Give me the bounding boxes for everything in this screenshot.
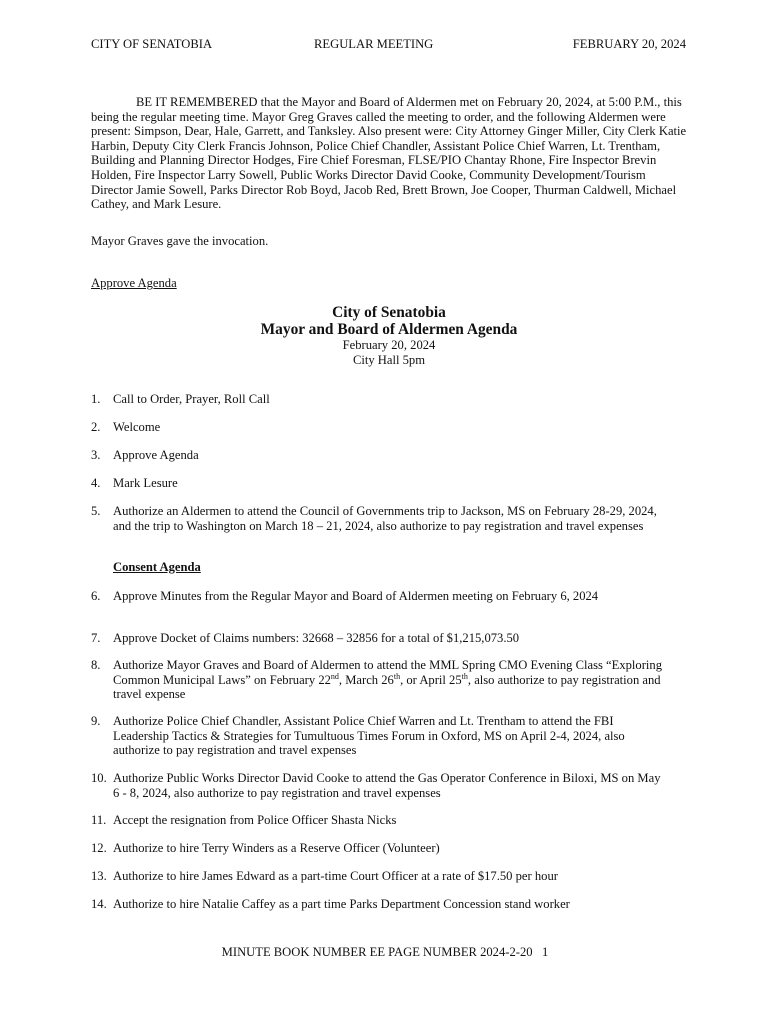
consent-item: [91, 813, 687, 828]
consent-item: [91, 897, 687, 912]
item-text: Call to Order, Prayer, Roll Call: [113, 392, 270, 406]
item-number: 9.: [91, 714, 101, 728]
header-date: FEBRUARY 20, 2024: [572, 37, 686, 51]
consent-item: [91, 589, 687, 604]
agenda-item: [91, 420, 687, 435]
item-text: Authorize to hire Natalie Caffey as a part time Parks Department Concession stand worker: [113, 897, 570, 911]
item-number: 11.: [91, 813, 107, 827]
item-number: 5.: [91, 504, 101, 518]
footer-text: MINUTE BOOK NUMBER EE PAGE NUMBER 2024-2-20: [221, 945, 533, 959]
agenda-date: February 20, 2024: [342, 338, 436, 352]
consent-item: [91, 841, 687, 856]
item-text: Approve Minutes from the Regular Mayor and Board of Aldermen meeting on February 6, 2024: [113, 589, 599, 603]
item-number: 4.: [91, 476, 101, 490]
item-text-part: Authorize Mayor Graves and Board of Aldermen to attend the MML Spring CMO Evening Class “Exploring Common Municipal Laws” on February 22: [113, 658, 663, 687]
consent-item: [91, 869, 687, 884]
item-number: 2.: [91, 420, 101, 434]
item-text: Authorize to hire Terry Winders as a Reserve Officer (Volunteer): [113, 841, 440, 855]
invocation-text: Mayor Graves gave the invocation.: [91, 234, 269, 248]
item-text: [113, 658, 669, 702]
item-text: Approve Docket of Claims numbers: 32668 – 32856 for a total of $1,215,073.50: [113, 631, 520, 645]
item-number: 7.: [91, 631, 101, 645]
item-text: Mark Lesure: [113, 476, 178, 490]
running-header: [91, 37, 686, 53]
item-text: Approve Agenda: [113, 448, 199, 462]
footer-page-number: 1: [542, 945, 549, 959]
header-meeting: REGULAR MEETING: [314, 37, 434, 51]
agenda-item: [91, 476, 687, 491]
approve-agenda-heading: Approve Agenda: [91, 276, 177, 290]
agenda-item: [91, 392, 687, 407]
consent-item: [91, 631, 687, 646]
agenda-item: [91, 448, 687, 463]
item-text-part: , March 26: [338, 672, 394, 687]
ordinal-suffix: th: [393, 671, 401, 681]
item-number: 3.: [91, 448, 101, 462]
consent-item: [91, 771, 687, 800]
ordinal-suffix: nd: [330, 671, 339, 681]
item-number: 1.: [91, 392, 101, 406]
item-text: Authorize Public Works Director David Cooke to attend the Gas Operator Conference in Biloxi, MS on May 6 - 8, 2024, also authorize to pay registration and travel expenses: [113, 771, 661, 800]
item-text: Welcome: [113, 420, 161, 434]
item-text-part: , also authorize to pay registration and travel expense: [113, 672, 661, 702]
item-text: Authorize to hire James Edward as a part-time Court Officer at a rate of $17.50 per hour: [113, 869, 558, 883]
item-text: Authorize an Aldermen to attend the Council of Governments trip to Jackson, MS on February 28-29, 2024, and the trip to Washington on March 18 – 21, 2024, also authorize to pay registration and travel expenses: [113, 504, 657, 533]
item-number: 6.: [91, 589, 101, 603]
consent-item: [91, 714, 687, 758]
item-text-part: , or April 25: [400, 672, 462, 687]
item-text: Authorize Police Chief Chandler, Assistant Police Chief Warren and Lt. Trentham to attend the FBI Leadership Tactics & Strategies for Tumultuous Times Forum in Oxford, MS on April 2-4, 2024, also authorize to pay registration and travel expenses: [113, 714, 625, 758]
item-number: 14.: [91, 897, 107, 911]
page-footer: [0, 945, 770, 960]
agenda-title: City of Senatobia: [332, 304, 446, 321]
consent-agenda-heading: Consent Agenda: [113, 560, 201, 574]
consent-item: [91, 658, 687, 702]
agenda-location: City Hall 5pm: [352, 352, 426, 367]
item-number: 8.: [91, 658, 101, 672]
agenda-item: [91, 504, 687, 533]
agenda-subtitle: Mayor and Board of Aldermen Agenda: [260, 321, 518, 338]
header-city: CITY OF SENATOBIA: [91, 37, 213, 51]
item-number: 10.: [91, 771, 107, 785]
item-number: 12.: [91, 841, 107, 855]
ordinal-suffix: th: [461, 671, 468, 681]
intro-paragraph: BE IT REMEMBERED that the Mayor and Board of Aldermen met on February 20, 2024, at 5:00 P.M., this being the regular meeting time. Mayor Greg Graves called the meeting to order, and the following Aldermen were present: Simpson, Dear, Hale, Garrett, and Tanksley. Also present were: City Attorney Ginger Miller, City Clerk Katie Harbin, Deputy City Clerk Francis Johnson, Police Chief Chandler, Assistant Police Chief Warren, Lt. Trentham, Building and Planning Director Hodges, Fire Chief Foresman, FLSE/PIO Chantay Rhone, Fire Inspector Brevin Holden, Fire Inspector Larry Sowell, Public Works Director David Cooke, Community Development/Tourism Director Jamie Sowell, Parks Director Rob Boyd, Jacob Red, Brett Brown, Joe Cooper, Thurman Caldwell, Michael Cathey, and Mark Lesure.: [91, 95, 687, 212]
item-text: Accept the resignation from Police Officer Shasta Nicks: [113, 813, 397, 827]
item-number: 13.: [91, 869, 107, 883]
agenda-title-block: [91, 304, 687, 367]
